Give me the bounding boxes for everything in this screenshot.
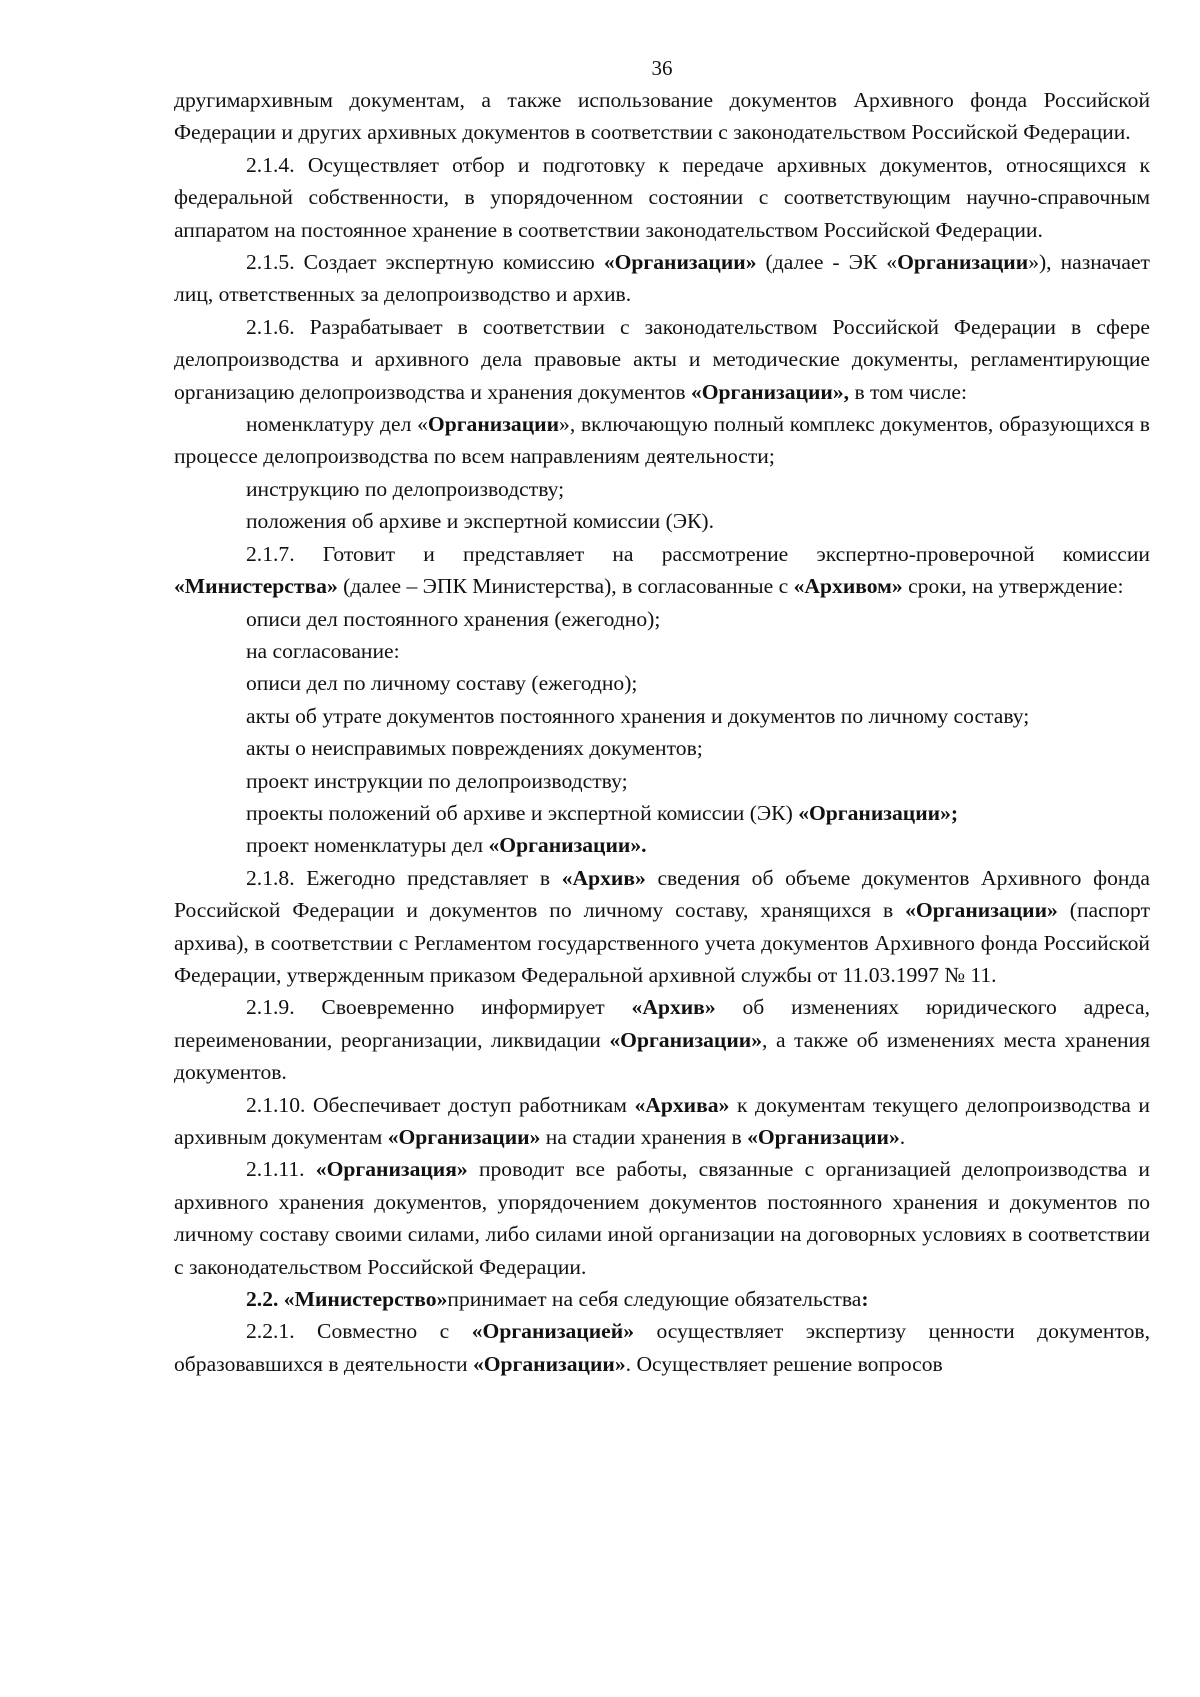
bold-text: 2.2. «Министерство»: [246, 1287, 448, 1312]
text-run: к документам текущего делопроизводства и архивным документам: [174, 1092, 1150, 1149]
paragraph-p219: [174, 991, 1150, 1088]
text-run: в том числе:: [849, 379, 968, 404]
bold-text: «Организацией»: [471, 1319, 635, 1344]
paragraph-p216: [174, 311, 1150, 408]
page-number: 36: [651, 56, 673, 80]
bold-text: «Министерства»: [174, 574, 338, 599]
bold-text: «Архив»: [631, 995, 716, 1020]
text-run: 2.1.6. Разрабатывает в соответствии с законодательством Российской Федерации в сфере делопроизводства и архивного дела правовые акты и методические документы, регламентирующие организацию делопроизводства и хранения документов: [174, 314, 1150, 404]
bold-text: :: [861, 1287, 869, 1312]
text-run: 2.1.8. Ежегодно представляет в: [246, 865, 562, 890]
document-body: [174, 84, 1150, 1380]
bold-text: «Организации»: [609, 1027, 763, 1052]
paragraph-p218: [174, 862, 1150, 992]
text-run: проект номенклатуры дел: [246, 833, 489, 858]
bold-text: «Организация»: [315, 1157, 468, 1182]
paragraph-p217: [174, 538, 1150, 603]
text-run: .: [899, 1125, 906, 1149]
paragraph-p217b: [174, 635, 1150, 667]
bold-text: «Организации»: [905, 898, 1058, 923]
bold-text: «Архивом»: [793, 574, 903, 599]
text-run: сроки, на утверждение:: [902, 574, 1124, 599]
bold-text: Организации: [427, 412, 560, 437]
paragraph-p215: [174, 246, 1150, 311]
text-run: описи дел по личному составу (ежегодно);: [246, 671, 638, 696]
paragraph-cont: [174, 84, 1150, 149]
text-run: 2.1.10. Обеспечивает доступ работникам: [246, 1092, 635, 1117]
bold-text: «Организации»;: [798, 800, 959, 825]
bold-text: Организации: [897, 250, 1029, 275]
paragraph-p217g: [174, 797, 1150, 829]
text-run: (паспорт архива), в соответствии с Регламентом государственного учета документов Архивного фонда Российской Федерации, утвержденным приказом Федеральной архивной службы от 11.03.1997 № 11.: [174, 898, 1151, 987]
text-run: осуществляет экспертизу ценности документов, образовавшихся в деятельности: [174, 1319, 1150, 1376]
paragraph-p217f: [174, 765, 1150, 797]
text-run: , а также об изменениях места хранения документов.: [174, 1027, 1150, 1085]
text-run: 2.1.5. Создает экспертную комиссию: [246, 250, 604, 275]
paragraph-p217e: [174, 732, 1150, 764]
text-run: (далее - ЭК «: [756, 250, 898, 275]
text-run: положения об архиве и экспертной комиссии (ЭК).: [246, 509, 715, 534]
text-run: », включающую полный комплекс документов, образующихся в процессе делопроизводства по всем направлениям деятельности;: [174, 412, 1150, 469]
text-run: 2.1.4. Осуществляет отбор и подготовку к передаче архивных документов, относящихся к федеральной собственности, в упорядоченном состоянии с соответствующим научно-справочным аппаратом на постоянное хранение в соответствии законодательством Российской Федерации.: [174, 152, 1150, 242]
text-run: проект инструкции по делопроизводству;: [246, 768, 628, 793]
text-run: (далее – ЭПК Министерства), в согласованные с: [337, 574, 794, 599]
text-run: другимархивным документам, а также использование документов Архивного фонда Российской Федерации и других архивных документов в соответствии с законодательством Российской Федерации.: [174, 88, 1150, 145]
paragraph-p217d: [174, 700, 1150, 732]
bold-text: «Организации»: [387, 1125, 541, 1149]
text-run: акты об утрате документов постоянного хранения и документов по личному составу;: [246, 703, 1030, 728]
text-run: 2.2.1. Совместно с: [246, 1319, 472, 1344]
paragraph-p221: [174, 1315, 1150, 1380]
bold-text: «Организации»: [603, 250, 757, 275]
text-run: сведения об объеме документов Архивного фонда Российской Федерации и документов по личному составу, хранящихся в: [174, 865, 1150, 923]
text-run: принимает на себя следующие обязательства: [447, 1287, 862, 1312]
bold-text: «Организации».: [488, 833, 647, 858]
bold-text: «Организации»: [747, 1125, 900, 1149]
document-page: [174, 54, 1150, 1380]
paragraph-p217a: [174, 603, 1150, 635]
text-run: . Осуществляет решение вопросов: [625, 1351, 943, 1376]
text-run: 2.1.9. Своевременно информирует: [246, 995, 632, 1020]
text-run: проекты положений об архиве и экспертной комиссии (ЭК): [246, 800, 799, 825]
paragraph-p216b: [174, 473, 1150, 505]
text-run: описи дел постоянного хранения (ежегодно);: [246, 606, 661, 631]
paragraph-p214: [174, 149, 1150, 246]
text-run: 2.1.11.: [246, 1157, 316, 1182]
paragraph-p2110: [174, 1089, 1150, 1154]
paragraph-p217h: [174, 829, 1150, 861]
text-run: »), назначает лиц, ответственных за делопроизводство и архив.: [174, 250, 1150, 307]
paragraph-p216c: [174, 505, 1150, 537]
text-run: на согласование:: [246, 638, 400, 663]
bold-text: «Архива»: [634, 1092, 730, 1117]
text-run: на стадии хранения в: [540, 1125, 748, 1149]
text-run: акты о неисправимых повреждениях документов;: [246, 736, 703, 761]
paragraph-p216a: [174, 408, 1150, 473]
paragraph-p2111: [174, 1153, 1150, 1283]
paragraph-p217c: [174, 667, 1150, 699]
bold-text: «Архив»: [561, 865, 646, 890]
text-run: проводит все работы, связанные с организацией делопроизводства и архивного хранения документов, упорядочением документов постоянного хранения и документов по личному составу своими силами, либо силами иной организации на договорных условиях в соответствии с законодательством Российской Федерации.: [174, 1157, 1150, 1279]
bold-text: «Организации»: [472, 1351, 626, 1376]
text-run: об изменениях юридического адреса, переименовании, реорганизации, ликвидации: [174, 995, 1150, 1052]
text-run: номенклатуру дел «: [246, 412, 428, 437]
text-run: инструкцию по делопроизводству;: [246, 476, 565, 501]
text-run: 2.1.7. Готовит и представляет на рассмотрение экспертно-проверочной комиссии: [246, 541, 1150, 566]
paragraph-p22: [174, 1283, 1150, 1315]
bold-text: «Организации»,: [690, 379, 850, 404]
